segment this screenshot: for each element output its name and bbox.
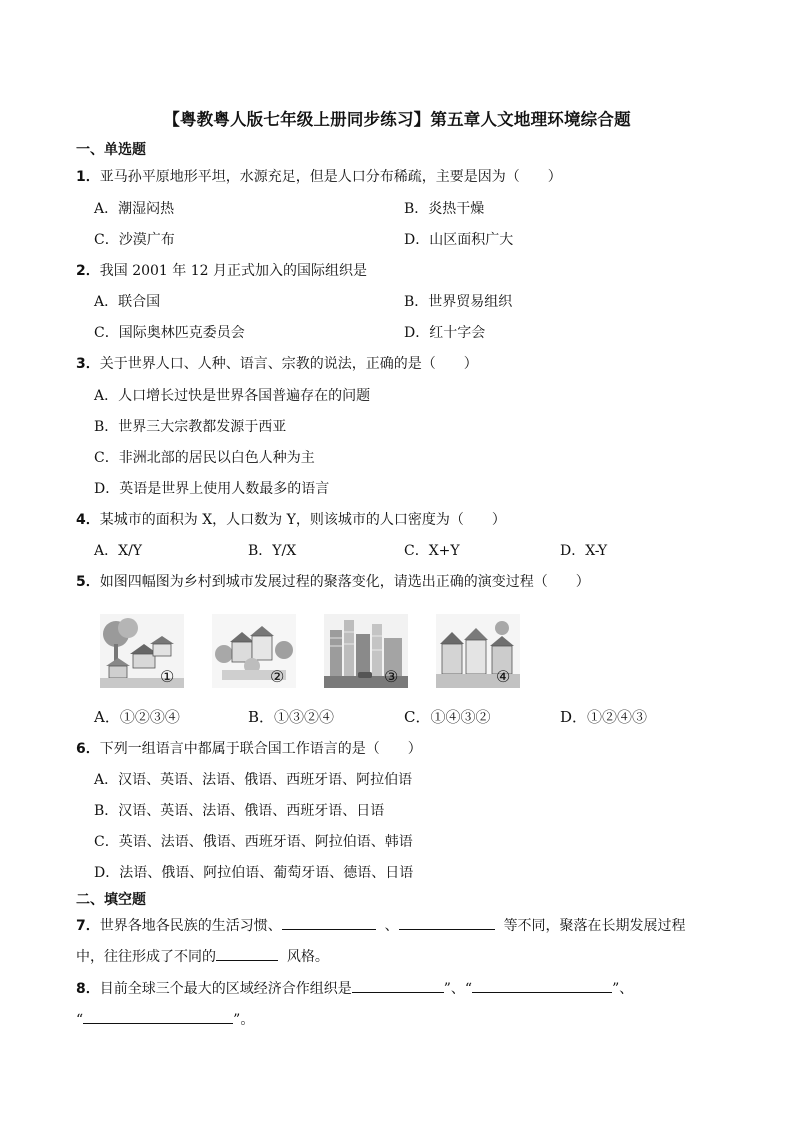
question-text: 如图四幅图为乡村到城市发展过程的聚落变化，请选出正确的演变过程（ ） [99, 574, 590, 590]
option-4a: A．X/Y [94, 543, 143, 559]
question-text: 等不同，聚落在长期发展过程 [503, 918, 686, 934]
option-1d: D．山区面积广大 [404, 232, 514, 248]
question-text: ”。 [233, 1012, 255, 1028]
option-4d: D．X-Y [560, 543, 608, 559]
question-1 [76, 166, 562, 186]
option-1a: A．潮湿闷热 [94, 201, 175, 217]
question-7-continued [76, 946, 329, 966]
option-1c: C．沙漠广布 [94, 232, 175, 248]
answer-blank[interactable] [216, 946, 278, 961]
question-6 [76, 738, 422, 758]
answer-blank[interactable] [83, 1009, 233, 1024]
section-heading-fill-in: 二、填空题 [76, 892, 146, 908]
question-text: 目前全球三个最大的区域经济合作组织是 [99, 981, 352, 997]
question-text: 风格。 [286, 949, 329, 965]
option-2a: A．联合国 [94, 294, 161, 310]
option-6d: D．法语、俄语、阿拉伯语、葡萄牙语、德语、日语 [94, 865, 414, 881]
question-number: 8． [76, 981, 100, 997]
option-4b: B．Y/X [248, 543, 297, 559]
question-7 [76, 915, 686, 935]
question-text: 亚马孙平原地形平坦，水源充足，但是人口分布稀疏，主要是因为（ ） [99, 169, 562, 185]
option-5d: D．①②④③ [560, 708, 648, 726]
option-3c: C．非洲北部的居民以白色人种为主 [94, 450, 315, 466]
option-3d: D．英语是世界上使用人数最多的语言 [94, 481, 330, 497]
question-4 [76, 509, 506, 529]
figure-label-2: ② [270, 667, 285, 686]
section-heading-single-choice: 一、单选题 [76, 142, 146, 158]
question-number: 4． [76, 512, 100, 528]
option-2d: D．红十字会 [404, 325, 486, 341]
figure-label-1: ① [160, 667, 175, 686]
figure-label-4: ④ [496, 667, 511, 686]
question-2 [76, 260, 367, 280]
question-text: 某城市的面积为 X，人口数为 Y，则该城市的人口密度为（ ） [99, 512, 506, 528]
question-number: 3． [76, 356, 100, 372]
question-number: 1． [76, 169, 100, 185]
page-title: 【粤教粤人版七年级上册同步练习】第五章人文地理环境综合题 [163, 110, 631, 129]
question-number: 7． [76, 918, 100, 934]
option-1b: B．炎热干燥 [404, 201, 485, 217]
question-text: 、 [384, 918, 399, 934]
option-3b: B．世界三大宗教都发源于西亚 [94, 419, 287, 435]
question-text: “ [76, 1012, 84, 1028]
answer-blank[interactable] [282, 915, 376, 930]
question-number: 6． [76, 741, 100, 757]
question-number: 2． [76, 263, 100, 279]
option-5a: A．①②③④ [94, 708, 180, 726]
option-6c: C．英语、法语、俄语、西班牙语、阿拉伯语、韩语 [94, 834, 413, 850]
question-number: 5． [76, 574, 100, 590]
question-text: 关于世界人口、人种、语言、宗教的说法，正确的是（ ） [99, 356, 478, 372]
question-text: ”、“ [443, 981, 473, 997]
question-text: 下列一组语言中都属于联合国工作语言的是（ ） [99, 741, 422, 757]
question-3 [76, 353, 478, 373]
question-8-continued [76, 1009, 254, 1029]
question-text: 我国 2001 年 12 月正式加入的国际组织是 [99, 263, 367, 279]
question-5 [76, 571, 590, 591]
question-text: ”、 [612, 981, 634, 997]
option-6a: A．汉语、英语、法语、俄语、西班牙语、阿拉伯语 [94, 772, 413, 788]
option-2b: B．世界贸易组织 [404, 294, 513, 310]
answer-blank[interactable] [472, 978, 612, 993]
option-5b: B．①③②④ [248, 708, 335, 726]
option-4c: C．X+Y [404, 543, 460, 559]
answer-blank[interactable] [399, 915, 495, 930]
option-3a: A．人口增长过快是世界各国普遍存在的问题 [94, 388, 371, 404]
option-5c: C．①④③② [404, 708, 491, 726]
option-6b: B．汉语、英语、法语、俄语、西班牙语、日语 [94, 803, 385, 819]
question-text: 世界各地各民族的生活习惯、 [99, 918, 282, 934]
figure-label-3: ③ [384, 667, 399, 686]
question-text: 中，往往形成了不同的 [76, 949, 216, 965]
answer-blank[interactable] [352, 978, 444, 993]
option-2c: C．国际奥林匹克委员会 [94, 325, 245, 341]
question-8 [76, 978, 633, 998]
